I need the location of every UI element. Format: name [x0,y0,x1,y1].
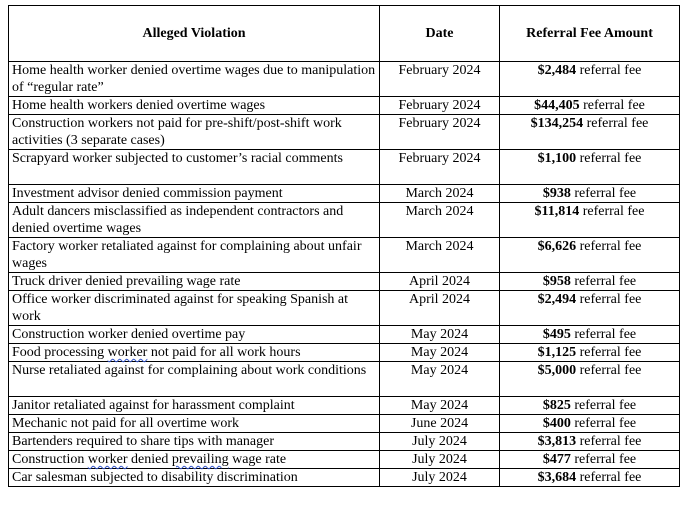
fee-suffix: referral fee [576,63,642,78]
fee-cell [500,291,680,326]
violation-text: wage rate [228,452,287,467]
referral-fee-table [8,5,680,487]
fee-cell [500,415,680,433]
violation-cell: Construction worker denied overtime pay [9,326,380,344]
table-row [9,415,680,433]
header-row [9,6,680,62]
grammar-flagged-word: worker [87,452,128,467]
fee-amount: $11,814 [534,204,580,219]
fee-amount: $495 [542,327,571,342]
violation-cell: Bartenders required to share tips with manager [9,433,380,451]
fee-amount: $6,626 [537,239,577,254]
grammar-flagged-word: prevailing [171,452,229,467]
table-row [9,115,680,150]
fee-cell [500,451,680,469]
fee-cell [500,469,680,487]
fee-amount: $1,125 [537,345,577,360]
table-row [9,150,680,185]
fee-amount: $400 [542,416,571,431]
date-cell: May 2024 [380,397,500,415]
date-cell: February 2024 [380,115,500,150]
fee-cell [500,115,680,150]
fee-amount: $2,494 [537,292,577,307]
table-row [9,433,680,451]
fee-amount: $938 [542,186,571,201]
header-date: Date [380,6,500,62]
fee-suffix: referral fee [576,292,642,307]
table-row [9,326,680,344]
date-cell: July 2024 [380,433,500,451]
fee-suffix: referral fee [570,274,637,289]
fee-cell [500,397,680,415]
fee-cell [500,433,680,451]
fee-suffix: referral fee [576,151,642,166]
violation-cell: Car salesman subjected to disability discrimination [9,469,380,487]
fee-cell [500,62,680,97]
date-cell: March 2024 [380,203,500,238]
fee-suffix: referral fee [570,186,637,201]
fee-cell [500,326,680,344]
table-row [9,344,680,362]
violation-cell [9,451,380,469]
fee-suffix: referral fee [579,204,645,219]
violation-cell: Truck driver denied prevailing wage rate [9,273,380,291]
date-cell: April 2024 [380,291,500,326]
fee-cell [500,185,680,203]
fee-amount: $1,100 [537,151,577,166]
violation-cell: Home health workers denied overtime wages [9,97,380,115]
violation-text: Food processing [12,345,108,360]
fee-cell [500,273,680,291]
table-row [9,185,680,203]
violation-cell [9,344,380,362]
table-row [9,62,680,97]
grammar-flagged-word: worker [107,345,148,360]
date-cell: March 2024 [380,185,500,203]
table-row [9,203,680,238]
fee-amount: $134,254 [530,116,584,131]
fee-amount: $44,405 [534,98,580,113]
date-cell: February 2024 [380,97,500,115]
fee-cell [500,238,680,273]
table-row [9,469,680,487]
violation-cell: Adult dancers misclassified as independent contractors and denied overtime wages [9,203,380,238]
fee-amount: $3,813 [537,434,577,449]
fee-amount: $477 [542,452,571,467]
table-row [9,238,680,273]
violation-cell: Home health worker denied overtime wages due to manipulation of “regular rate” [9,62,380,97]
violation-cell: Nurse retaliated against for complaining about work conditions [9,362,380,397]
fee-suffix: referral fee [576,239,642,254]
fee-suffix: referral fee [570,452,637,467]
fee-cell [500,344,680,362]
fee-suffix: referral fee [570,398,637,413]
date-cell: February 2024 [380,150,500,185]
date-cell: July 2024 [380,451,500,469]
violation-cell: Investment advisor denied commission payment [9,185,380,203]
table-row [9,451,680,469]
date-cell: July 2024 [380,469,500,487]
violation-cell: Construction workers not paid for pre-shift/post-shift work activities (3 separate cases) [9,115,380,150]
violation-cell: Scrapyard worker subjected to customer’s racial comments [9,150,380,185]
fee-amount: $825 [542,398,571,413]
fee-suffix: referral fee [579,98,645,113]
fee-cell [500,203,680,238]
date-cell: May 2024 [380,362,500,397]
violation-cell: Mechanic not paid for all overtime work [9,415,380,433]
table-row [9,273,680,291]
header-alleged-violation: Alleged Violation [9,6,380,62]
table-row [9,291,680,326]
fee-amount: $2,484 [537,63,577,78]
fee-cell [500,97,680,115]
fee-suffix: referral fee [583,116,649,131]
date-cell: February 2024 [380,62,500,97]
violation-text: not paid for all work hours [147,345,301,360]
fee-suffix: referral fee [570,416,637,431]
date-cell: May 2024 [380,326,500,344]
date-cell: May 2024 [380,344,500,362]
date-cell: June 2024 [380,415,500,433]
fee-cell [500,362,680,397]
fee-amount: $958 [542,274,571,289]
fee-suffix: referral fee [576,434,642,449]
header-referral-fee-amount: Referral Fee Amount [500,6,680,62]
violation-text: Construction [12,452,88,467]
violation-cell: Janitor retaliated against for harassment complaint [9,397,380,415]
fee-suffix: referral fee [576,363,642,378]
fee-amount: $5,000 [537,363,577,378]
fee-cell [500,150,680,185]
fee-suffix: referral fee [576,345,642,360]
violation-cell: Office worker discriminated against for speaking Spanish at work [9,291,380,326]
fee-suffix: referral fee [576,470,642,485]
violation-text: denied [127,452,172,467]
date-cell: March 2024 [380,238,500,273]
violation-cell: Factory worker retaliated against for complaining about unfair wages [9,238,380,273]
date-cell: April 2024 [380,273,500,291]
fee-suffix: referral fee [570,327,637,342]
fee-amount: $3,684 [537,470,577,485]
table-row [9,362,680,397]
table-row [9,397,680,415]
table-row [9,97,680,115]
